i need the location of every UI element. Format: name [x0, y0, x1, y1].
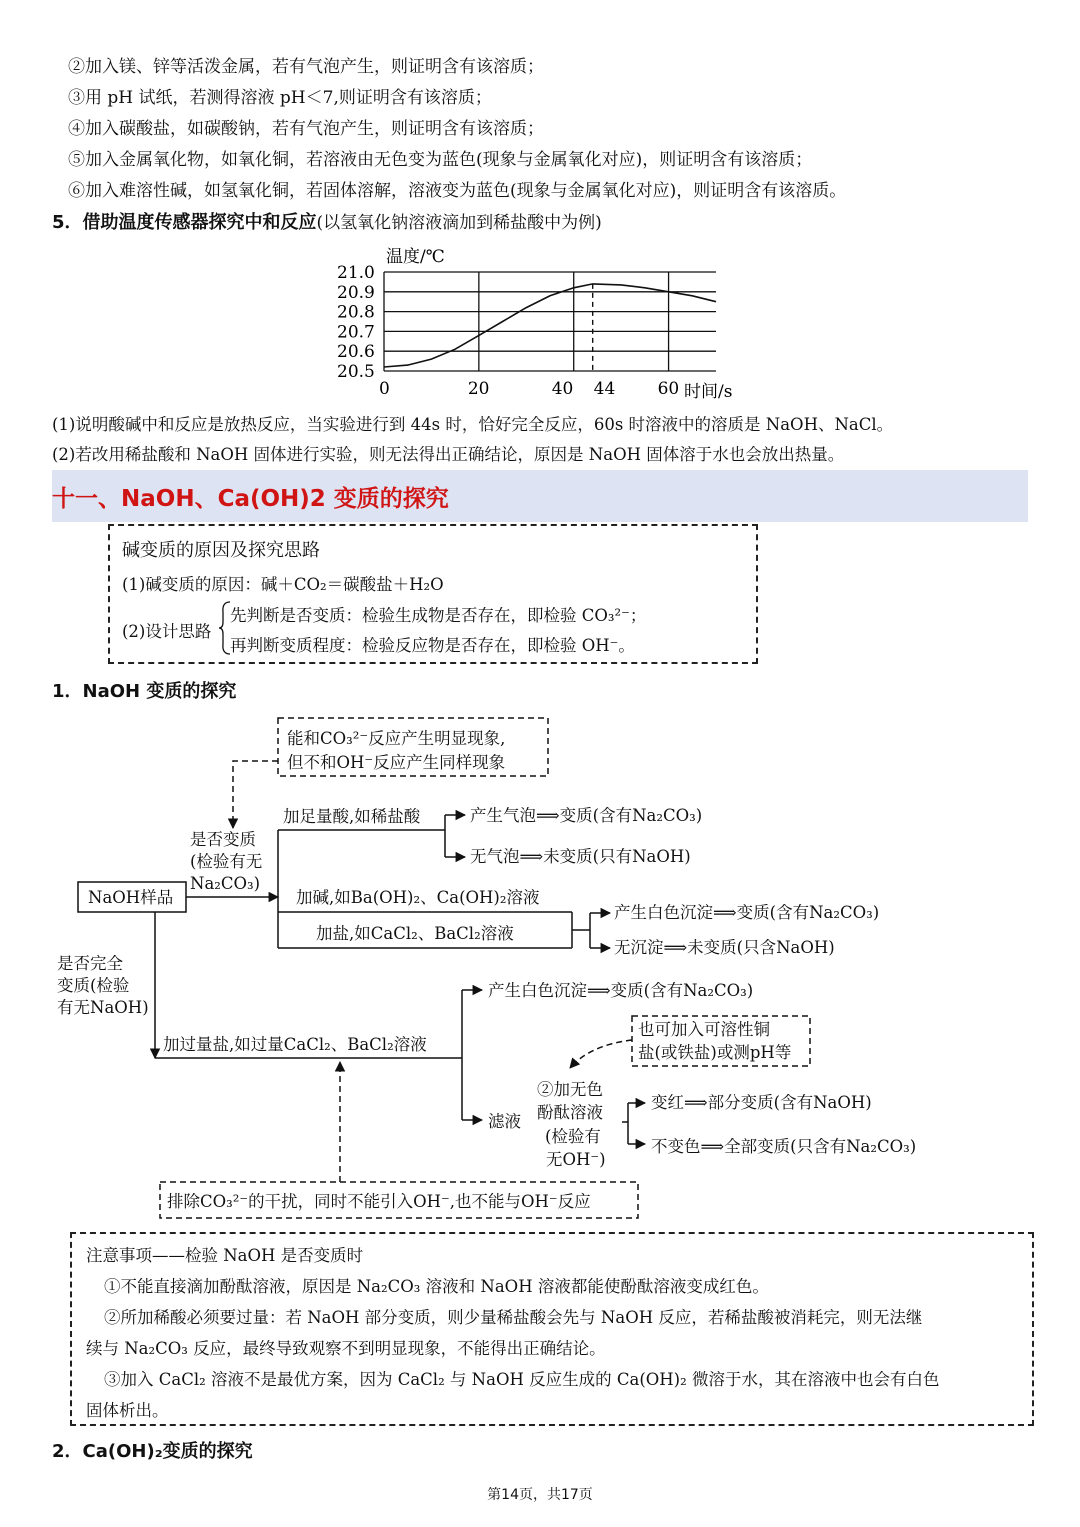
- y-tick-label: 20.7: [337, 322, 375, 343]
- note-top-line-1: 能和CO₃²⁻反应产生明显现象,: [287, 729, 506, 748]
- notes-box: [70, 1232, 1034, 1426]
- base-salt-result-2: 无沉淀⟹未变质(只含NaOH): [614, 938, 835, 957]
- phenol-line-3: (检验有: [545, 1127, 601, 1146]
- notes-line-4: ③加入 CaCl₂ 溶液不是最优方案，因为 CaCl₂ 与 NaOH 反应生成的 Ca(OH)₂ 微溶于水，其在溶液中也会有白色: [104, 1370, 940, 1389]
- notes-line-5: 固体析出。: [86, 1401, 169, 1420]
- section-5-note: (以氢氧化钠溶液滴加到稀盐酸中为例): [316, 213, 602, 233]
- q2-line-2: 变质(检验: [57, 976, 130, 995]
- y-tick-label: 20.5: [337, 362, 375, 382]
- base-salt-result-1: 产生白色沉淀⟹变质(含有Na₂CO₃): [614, 903, 880, 922]
- y-tick-label: 20.6: [337, 342, 375, 363]
- y-tick-label: 20.9: [337, 282, 375, 303]
- section-11-title: 十一、NaOH、Ca(OH)2 变质的探究: [52, 486, 449, 512]
- q1-line-2: (检验有无: [190, 852, 263, 871]
- text-line: ②加入镁、锌等活泼金属，若有气泡产生，则证明含有该溶质；: [68, 57, 544, 77]
- notes-title: 注意事项——检验 NaOH 是否变质时: [86, 1246, 364, 1265]
- note-mid-line-1: 也可加入可溶性铜: [638, 1020, 770, 1039]
- phenol-line-2: 酚酞溶液: [537, 1103, 603, 1122]
- text-line: ④加入碳酸盐，如碳酸钠，若有气泡产生，则证明含有该溶质；: [68, 119, 544, 139]
- naoh-flowchart: [0, 700, 1080, 1230]
- q2-line-1: 是否完全: [57, 954, 123, 973]
- q1-line-3: Na₂CO₃): [190, 874, 261, 893]
- x-tick-label: 0: [379, 379, 390, 399]
- paragraph-2: (2)若改用稀盐酸和 NaOH 固体进行实验，则无法得出正确结论，原因是 NaOH 固体溶于水也会放出热量。: [52, 445, 845, 464]
- x-tick-label: 20: [467, 379, 490, 399]
- phenol-result-2: 不变色⟹全部变质(只含有Na₂CO₃): [651, 1137, 917, 1156]
- acid-result-2: 无气泡⟹未变质(只有NaOH): [470, 847, 691, 866]
- notes-line-3: 续与 Na₂CO₃ 反应，最终导致观察不到明显现象，不能得出正确结论。: [86, 1339, 606, 1358]
- x-tick-label: 60: [657, 379, 680, 399]
- subsection-1-heading: 1．NaOH 变质的探究: [52, 681, 237, 702]
- section-5-title: 5．借助温度传感器探究中和反应: [52, 212, 317, 233]
- phenol-result-1: 变红⟹部分变质(含有NaOH): [651, 1093, 872, 1112]
- text-line: ⑤加入金属氧化物，如氧化铜，若溶液由无色变为蓝色(现象与金属氧化对应)，则证明含有该溶质；: [68, 150, 813, 170]
- filtrate-label: 滤液: [488, 1112, 521, 1131]
- phenol-line-4: 无OH⁻): [546, 1150, 606, 1169]
- section-11-banner: [52, 470, 1028, 522]
- design-line-2: 再判断变质程度：检验反应物是否存在，即检验 OH⁻。: [230, 636, 635, 655]
- salt-step: 加盐,如CaCl₂、BaCl₂溶液: [316, 924, 514, 943]
- excess-salt-step: 加过量盐,如过量CaCl₂、BaCl₂溶液: [163, 1035, 427, 1054]
- section-5-heading: [52, 208, 602, 234]
- paragraph-1: (1)说明酸碱中和反应是放热反应，当实验进行到 44s 时，恰好完全反应，60s 时溶液中的溶质是 NaOH、NaCl。: [52, 415, 894, 434]
- q2-line-3: 有无NaOH): [57, 998, 149, 1017]
- reason-box-title: 碱变质的原因及探究思路: [122, 540, 320, 561]
- note-top-line-2: 但不和OH⁻反应产生同样现象: [287, 753, 506, 772]
- naoh-sample-label: NaOH样品: [88, 888, 174, 907]
- excess-result-1: 产生白色沉淀⟹变质(含有Na₂CO₃): [488, 981, 754, 1000]
- reason-line-1: (1)碱变质的原因：碱＋CO₂＝碳酸盐＋H₂O: [122, 575, 444, 594]
- x-tick-label: 44: [593, 379, 616, 399]
- y-tick-label: 20.8: [337, 302, 375, 323]
- notes-line-1: ①不能直接滴加酚酞溶液，原因是 Na₂CO₃ 溶液和 NaOH 溶液都能使酚酞溶液变成红色。: [104, 1277, 769, 1296]
- acid-step: 加足量酸,如稀盐酸: [283, 807, 421, 826]
- note-bottom: 排除CO₃²⁻的干扰，同时不能引入OH⁻,也不能与OH⁻反应: [167, 1192, 591, 1211]
- design-label: (2)设计思路: [122, 622, 212, 641]
- acid-result-1: 产生气泡⟹变质(含有Na₂CO₃): [470, 806, 703, 825]
- text-line: ③用 pH 试纸，若测得溶液 pH＜7,则证明含有该溶质；: [68, 88, 492, 108]
- design-line-1: 先判断是否变质：检验生成物是否存在，即检验 CO₃²⁻；: [230, 606, 647, 625]
- phenol-line-1: ②加无色: [537, 1080, 603, 1099]
- temperature-curve: [384, 284, 716, 367]
- note-mid-line-2: 盐(或铁盐)或测pH等: [638, 1043, 792, 1062]
- x-tick-label: 40: [551, 379, 574, 399]
- text-line: ⑥加入难溶性碱，如氢氧化铜，若固体溶解，溶液变为蓝色(现象与金属氧化对应)，则证明含有该溶质。: [68, 181, 847, 201]
- temperature-chart: [320, 240, 760, 405]
- reason-box: [108, 524, 758, 664]
- x-axis-label: 时间/s: [684, 382, 733, 402]
- base-step: 加碱,如Ba(OH)₂、Ca(OH)₂溶液: [296, 888, 540, 907]
- page-number: 第14页，共17页: [487, 1487, 593, 1503]
- q1-line-1: 是否变质: [190, 830, 256, 849]
- y-tick-label: 21.0: [337, 263, 375, 283]
- notes-line-2: ②所加稀酸必须要过量：若 NaOH 部分变质，则少量稀盐酸会先与 NaOH 反应，若稀盐酸被消耗完，则无法继: [104, 1308, 923, 1327]
- y-axis-label: 温度/℃: [386, 247, 445, 267]
- subsection-2-heading: 2．Ca(OH)₂变质的探究: [52, 1441, 253, 1462]
